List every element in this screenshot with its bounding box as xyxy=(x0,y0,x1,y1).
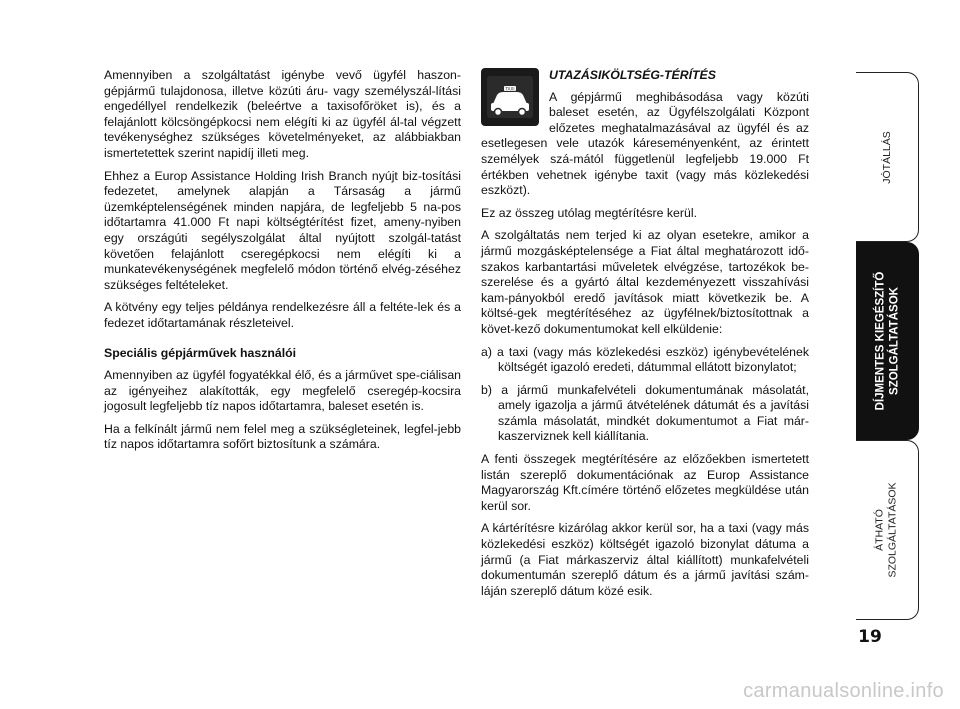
paragraph: Amennyiben a szolgáltatást igénybe vevő ügyfél haszon-gépjármű tulajdonosa, illetve közúti áru- vagy személyszál-lítási engedéllyel rendelkezik (beleértve a taxisofőröket is), és a felajánlott kölcsöngépkocsi nem elégíti ki az ügyfél ál-tal végzett tevékenységhez szükséges követelményeket, az alábbiakban ismertetettek szerint napidíj illeti meg. xyxy=(104,68,461,160)
tab-label: SZOLGÁLTATÁSOK xyxy=(888,287,901,395)
paragraph: Ez az összeg utólag megtérítésre kerül. xyxy=(481,205,697,220)
watermark: carmanualsonline.info xyxy=(743,680,944,702)
section-heading: Speciális gépjárművek használói xyxy=(104,345,297,360)
list-item: a) a taxi (vagy más közlekedési eszköz) igénybevételének költségét igazoló eredeti, dátummal ellátott bizonylatot; xyxy=(481,344,809,375)
tab-dijmentes-szolgaltatasok[interactable] xyxy=(856,242,919,440)
paragraph: A kötvény egy teljes példánya rendelkezésre áll a feltéte-lek és a fedezet időtartamának részleteivel. xyxy=(104,300,461,330)
taxi-sign-text: TAXI xyxy=(505,86,515,92)
tab-jotallas[interactable] xyxy=(856,72,919,242)
paragraph: A gépjármű meghibásodása vagy közúti baleset esetén, az Ügyfélszolgálati Központ előzetes meghatalmazásával az ügyfél és az esetlegesen vele utazók káreseményenként, az érintett személyek szá-mától függetlenül legfeljebb 19.000 Ft értékben vehetnek igénybe taxit (vagy más közlekedési eszközt). xyxy=(481,89,809,198)
right-column xyxy=(481,68,809,606)
section-subheading: UTAZÁSIKÖLTSÉG-TÉRÍTÉS xyxy=(549,68,716,82)
tab-label: DÍJMENTES KIEGÉSZÍTŐ xyxy=(874,271,887,411)
tab-label: JÓTÁLLÁS xyxy=(880,130,893,184)
paragraph: A fenti összegek megtérítésére az előzőekben ismertetett listán szereplő dokumentációnak az Europ Assistance Magyarország Kft.címére történő előzetes megküldése után kerül sor. xyxy=(481,452,809,513)
paragraph: A kártérítésre kizárólag akkor kerül sor, ha a taxi (vagy más közlekedési eszköz) költségét igazoló bizonylat dátuma a jármű (a Fiat márkaszerviz által kiállított) munkafelvételi dokumentumán szereplő dátum és a jármű javítási szám-láján szereplő dátum közé esik. xyxy=(481,521,809,598)
paragraph: Amennyiben az ügyfél fogyatékkal élő, és a járművet spe-ciálisan az igényeihez alakították, egy megfelelő cseregép-kocsira jogosult legfeljebb tíz napos időtartamra, baleset esetén is. xyxy=(104,368,461,414)
paragraph: Ha a felkínált jármű nem felel meg a szükségleteinek, legfel-jebb tíz napos időtartamra sofőrt biztosítunk a számára. xyxy=(104,421,461,452)
tab-athato-szolgaltatasok[interactable] xyxy=(856,440,919,620)
paragraph: A szolgáltatás nem terjed ki az olyan esetekre, amikor a jármű mozgásképtelensége a Fiat által meghatározott idő-szakos karbantartási műveletek elvégzése, tartozékok be-szerelése és a gyártó által kezdeményezett visszahívási kam-pányokból eredő javítások miatt következik be. A költsé-gek megtérítéséhez az ügyfélnek/biztosítottnak a követ-kező dokumentumokat kell elküldenie: xyxy=(481,228,809,336)
taxi-icon xyxy=(481,68,539,126)
tab-label: ÁTHATÓ xyxy=(874,509,887,551)
list-item: b) a jármű munkafelvételi dokumentumának másolatát, amely igazolja a jármű átvételének dátumát és a javítási számla másolatát, mindkét dokumentumot a Fiat már-kaszerviznek kell kiállítania. xyxy=(481,382,809,444)
paragraph: Ehhez a Europ Assistance Holding Irish Branch nyújt biz-tosítási fedezetet, amelynek alapján a Társaság a jármű üzemképtelenségének minden napjára, de legfeljebb 5 na-pos időtartamra 41.000 Ft napi költségtérítést fizet, ameny-nyiben egy országúti segélyszolgálat által nyújtott szolgál-tatást követően felajánlott cseregépkocsi nem elégíti ki a munkatevékenységének megfelelő módon történő elvég-zéséhez szükséges feltételeket. xyxy=(104,168,461,292)
tab-label: SZOLGÁLTATÁSOK xyxy=(887,482,900,578)
taxi-section-intro xyxy=(481,68,809,199)
left-column xyxy=(104,68,461,460)
page-number: 19 xyxy=(858,627,882,647)
